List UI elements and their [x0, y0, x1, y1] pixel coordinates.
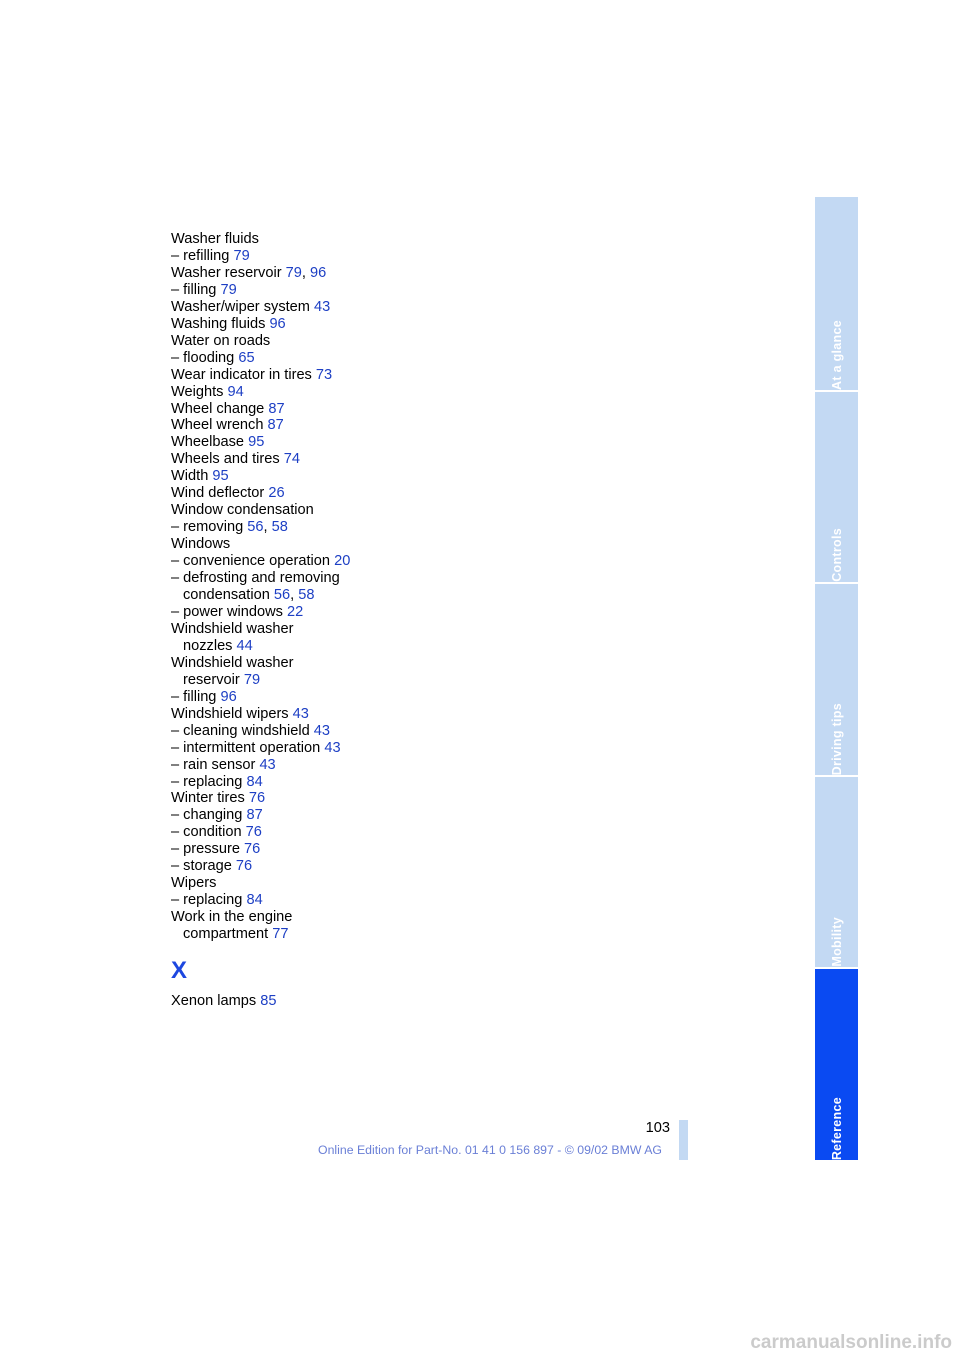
watermark: carmanualsonline.info — [750, 1332, 952, 1353]
index-entry — [171, 824, 591, 841]
index-entry — [171, 993, 591, 1010]
footer-edition-note: Online Edition for Part-No. 01 41 0 156 897 - © 09/02 BMW AG — [318, 1143, 662, 1157]
side-tabs — [815, 197, 858, 1160]
page-reference-link[interactable]: 95 — [212, 468, 229, 485]
page-reference-link[interactable]: 58 — [271, 519, 288, 536]
index-entry-text: – intermittent operation — [171, 739, 321, 756]
index-entry-text: Windshield washer — [171, 620, 294, 637]
index-entry — [171, 757, 591, 774]
side-tab-label: At a glance — [829, 320, 844, 390]
index-entry-text: Wheels and tires — [171, 451, 280, 468]
side-tab-controls[interactable] — [815, 392, 858, 582]
index-entry-text: – defrosting and removing — [171, 570, 340, 587]
page-reference-link[interactable]: 79 — [233, 247, 250, 264]
index-entry — [171, 875, 591, 892]
page-reference-link[interactable]: 73 — [315, 366, 333, 383]
side-tab-label: Reference — [829, 1096, 844, 1160]
index-entry-text: – filling — [171, 688, 217, 705]
page-reference-link[interactable]: 84 — [246, 773, 263, 790]
index-entry-text: Washer fluids — [171, 231, 259, 247]
index-entry — [171, 689, 591, 706]
page-reference-link[interactable]: 84 — [246, 892, 263, 909]
index-list — [171, 231, 591, 943]
page-reference-link[interactable]: 77 — [272, 926, 289, 943]
page-reference-link[interactable]: 96 — [309, 264, 327, 281]
page-reference-link[interactable]: 79 — [285, 264, 302, 281]
index-entry-text: condensation — [183, 587, 270, 604]
index-entry — [171, 909, 591, 926]
section-letter: X — [171, 957, 188, 984]
page-reference-link[interactable]: 58 — [298, 587, 315, 604]
index-entry — [171, 248, 591, 265]
index-entry — [171, 926, 591, 943]
index-entry-text: – storage — [171, 858, 232, 875]
index-entry-text: Width — [171, 468, 209, 485]
index-entry — [171, 282, 591, 299]
index-entry-text: Weights — [171, 383, 224, 400]
index-entry — [171, 655, 591, 672]
index-entry — [171, 536, 591, 553]
page-reference-link[interactable]: 43 — [259, 756, 276, 773]
page-reference-link[interactable]: 74 — [283, 451, 300, 468]
index-entry-text: – replacing — [171, 892, 243, 909]
index-entry — [171, 604, 591, 621]
index-entry — [171, 790, 591, 807]
side-tab-label: Controls — [829, 528, 844, 582]
index-entry — [171, 316, 591, 333]
index-entry-text: – refilling — [171, 247, 230, 264]
page-reference-link[interactable]: 65 — [238, 349, 255, 366]
index-entry-text: – flooding — [171, 349, 235, 366]
index-entry — [171, 299, 591, 316]
index-entry — [171, 740, 591, 757]
page-reference-link[interactable]: 44 — [236, 637, 253, 654]
index-entry — [171, 519, 591, 536]
side-tab-at-a-glance[interactable] — [815, 197, 858, 390]
side-tab-mobility[interactable] — [815, 777, 858, 967]
index-entry-text: Windshield wipers — [171, 705, 289, 722]
index-entry-text: Washer reservoir — [171, 264, 282, 281]
page-reference-link[interactable]: 43 — [324, 739, 341, 756]
page-reference-link[interactable]: 43 — [314, 298, 331, 315]
index-entry-text: Work in the engine — [171, 909, 293, 926]
index-entry — [171, 553, 591, 570]
index-entry-text: – convenience operation — [171, 553, 331, 570]
index-entry-text: Wheelbase — [171, 434, 245, 451]
page-separator: , — [301, 264, 306, 281]
side-tab-reference[interactable] — [815, 969, 858, 1160]
index-entry-text: – replacing — [171, 773, 243, 790]
index-entry-text: – condition — [171, 824, 242, 841]
page-separator: , — [290, 587, 295, 604]
page-reference-link[interactable]: 56 — [247, 519, 264, 536]
index-entry — [171, 621, 591, 638]
index-entry-text: Water on roads — [171, 332, 271, 349]
index-entry-text: Wheel change — [171, 400, 265, 417]
page-number: 103 — [645, 1120, 670, 1136]
index-entry — [171, 638, 591, 655]
index-entry — [171, 434, 591, 451]
side-tab-label: Driving tips — [829, 702, 844, 775]
index-entry-text: reservoir — [183, 671, 240, 688]
page-reference-link[interactable]: 76 — [244, 841, 261, 858]
index-entry — [171, 333, 591, 350]
index-entry — [171, 231, 591, 248]
index-entry — [171, 570, 591, 587]
index-entry-text: – cleaning windshield — [171, 722, 310, 739]
index-entry — [171, 892, 591, 909]
index-entry-text: – power windows — [171, 603, 283, 620]
page-reference-link[interactable]: 87 — [268, 400, 285, 417]
index-entry — [171, 672, 591, 689]
index-entry — [171, 502, 591, 519]
page-reference-link[interactable]: 79 — [243, 671, 261, 688]
index-entry-text: – pressure — [171, 841, 240, 858]
side-tab-label: Mobility — [829, 917, 844, 967]
index-entry — [171, 841, 591, 858]
index-entry-text: Wipers — [171, 875, 217, 892]
index-entry-text: – rain sensor — [171, 756, 256, 773]
index-entry-text: Wind deflector — [171, 485, 265, 502]
page-reference-link[interactable]: 87 — [267, 417, 284, 434]
page-reference-link[interactable]: 43 — [313, 722, 331, 739]
index-entry — [171, 858, 591, 875]
index-entry-text: compartment — [183, 926, 269, 943]
index-entry-text: Washer/wiper system — [171, 298, 310, 315]
page-reference-link[interactable]: 96 — [269, 315, 286, 332]
index-entry — [171, 384, 591, 401]
index-entry — [171, 451, 591, 468]
page-reference-link[interactable]: 87 — [246, 807, 263, 824]
index-entry-text: Winter tires — [171, 790, 245, 807]
page-reference-link[interactable]: 79 — [220, 281, 237, 298]
index-entry — [171, 807, 591, 824]
index-entry — [171, 468, 591, 485]
index-entry-text: Wear indicator in tires — [171, 366, 312, 383]
page-separator: , — [263, 519, 268, 536]
index-entry-text: – filling — [171, 281, 217, 298]
index-entry — [171, 350, 591, 367]
index-entry — [171, 723, 591, 740]
page-reference-link[interactable]: 85 — [260, 993, 277, 1009]
index-list-x — [171, 993, 591, 1010]
page-reference-link[interactable]: 96 — [220, 688, 237, 705]
page-reference-link[interactable]: 22 — [287, 603, 304, 620]
page-reference-link[interactable]: 76 — [248, 790, 266, 807]
index-entry — [171, 485, 591, 502]
page-reference-link[interactable]: 95 — [248, 434, 265, 451]
page-number-bar — [679, 1120, 688, 1160]
page-reference-link[interactable]: 56 — [273, 587, 291, 604]
index-entry — [171, 265, 591, 282]
page-reference-link[interactable]: 94 — [227, 383, 244, 400]
page-reference-link[interactable]: 43 — [292, 705, 309, 722]
index-entry-text: – removing — [171, 519, 244, 536]
index-entry-text: Wheel wrench — [171, 417, 264, 434]
index-entry — [171, 587, 591, 604]
index-entry — [171, 367, 591, 384]
index-entry — [171, 401, 591, 418]
index-entry-text: Windshield washer — [171, 654, 294, 671]
index-entry-text: Xenon lamps — [171, 993, 257, 1009]
index-entry-text: Windows — [171, 536, 231, 553]
side-tab-driving-tips[interactable] — [815, 584, 858, 775]
page-reference-link[interactable]: 26 — [268, 485, 285, 502]
index-entry — [171, 417, 591, 434]
index-entry-text: – changing — [171, 807, 243, 824]
index-entry — [171, 774, 591, 791]
index-entry-text: Window condensation — [171, 502, 314, 519]
index-entry-text: nozzles — [183, 637, 233, 654]
page-reference-link[interactable]: 20 — [334, 553, 351, 570]
page-reference-link[interactable]: 76 — [245, 824, 262, 841]
index-entry — [171, 706, 591, 723]
index-entry-text: Washing fluids — [171, 315, 266, 332]
page-reference-link[interactable]: 76 — [235, 858, 253, 875]
